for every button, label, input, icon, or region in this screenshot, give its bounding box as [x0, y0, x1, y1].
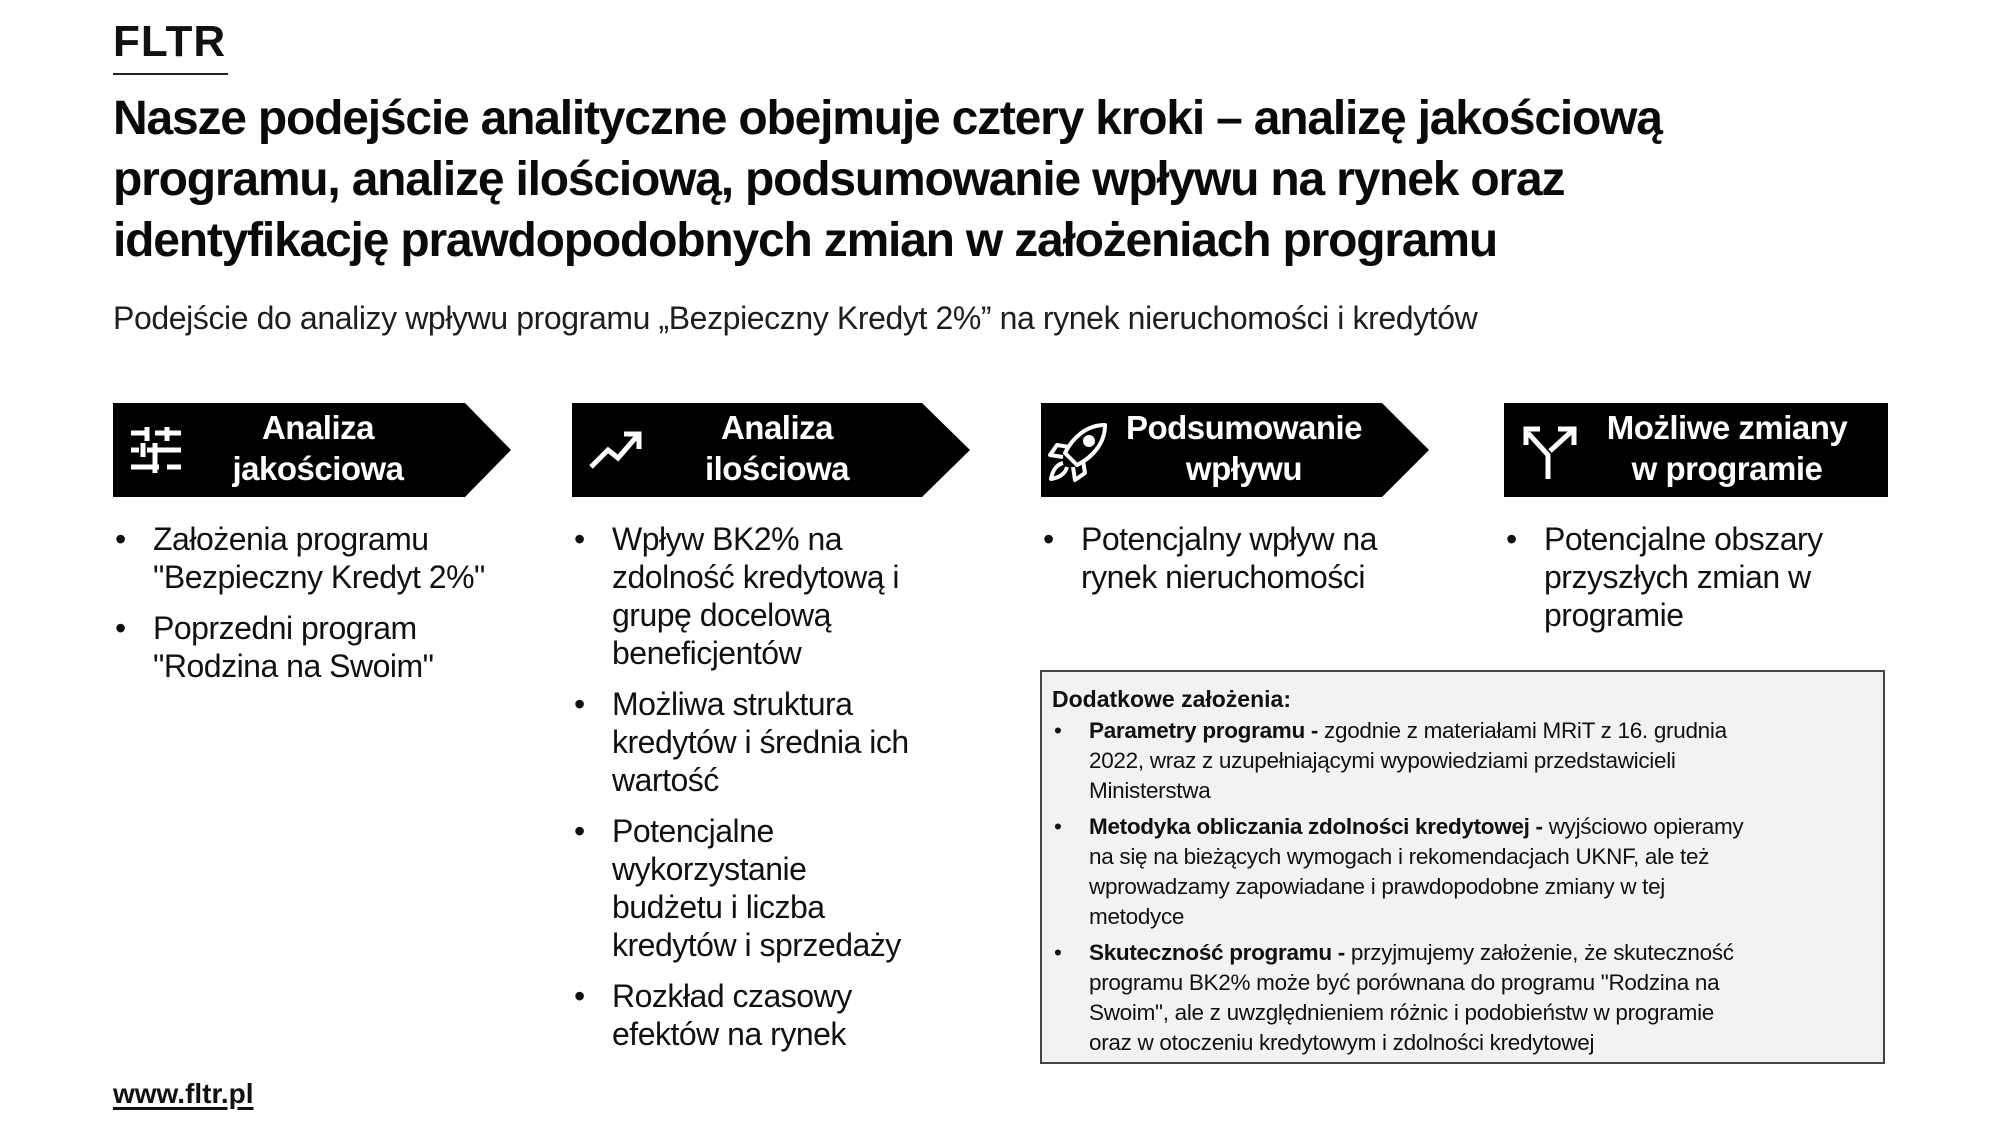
list-item-line: metodyce — [1089, 904, 1185, 929]
list-item-line: "Rodzina na Swoim" — [153, 648, 434, 684]
list-item — [572, 977, 909, 1053]
list-item — [1504, 520, 1823, 634]
split-arrows-icon — [1522, 421, 1578, 481]
list-item-line: • Poprzedni program — [153, 610, 417, 646]
list-item-line: • Potencjalny wpływ na — [1081, 521, 1377, 557]
item-heading: Metodyka obliczania zdolności kredytowej - — [1089, 814, 1543, 839]
trending-up-icon — [588, 425, 642, 475]
list-item-line: beneficjentów — [612, 635, 802, 671]
item-text: przyjmujemy założenie, że skuteczność — [1344, 940, 1734, 965]
list-item-line: wykorzystanie — [612, 851, 807, 887]
step-4-bullets — [1504, 520, 1823, 647]
logo: FLTR — [113, 17, 227, 66]
step-label-line: wpływu — [1185, 450, 1303, 487]
title-line: Nasze podejście analityczne obejmuje cztery kroki – analizę jakościową — [113, 92, 1662, 145]
list-item-line — [1089, 812, 1872, 842]
list-item — [1052, 938, 1872, 1058]
sliders-icon — [129, 425, 183, 475]
step-qualitative-analysis — [113, 403, 511, 497]
step-label-line: Analiza — [261, 409, 375, 446]
step-3-bullets — [1041, 520, 1377, 609]
list-item-line — [1089, 938, 1872, 968]
step-label-line: ilościowa — [704, 450, 850, 487]
list-item — [572, 812, 909, 964]
list-item-line: kredytów i średnia ich — [612, 724, 909, 760]
item-heading: Skuteczność programu - — [1089, 940, 1345, 965]
list-item-line: • Potencjalne obszary — [1544, 521, 1823, 557]
step-label — [1109, 407, 1379, 489]
list-item-line: na się na bieżących wymogach i rekomendacjach UKNF, ale też — [1089, 844, 1710, 869]
step-2-bullets — [572, 520, 909, 1066]
list-item — [572, 520, 909, 672]
list-item-line: • Możliwa struktura — [612, 686, 853, 722]
list-item-line: kredytów i sprzedaży — [612, 927, 901, 963]
step-quantitative-analysis — [572, 403, 970, 497]
page-title — [113, 88, 1913, 271]
item-text: zgodnie z materiałami MRiT z 16. grudnia — [1318, 718, 1727, 743]
logo-underline — [113, 73, 228, 75]
list-item-line: • Wpływ BK2% na — [612, 521, 843, 557]
step-label-line: w programie — [1631, 450, 1823, 487]
subtitle: Podejście do analizy wpływu programu „Bezpieczny Kredyt 2%” na rynek nieruchomości i kredytów — [113, 300, 1478, 336]
rocket-icon — [1047, 419, 1111, 483]
list-item-line: grupę docelową — [612, 597, 831, 633]
list-item — [1052, 716, 1872, 806]
list-item-line: zdolność kredytową i — [612, 559, 900, 595]
step-label-line: jakościowa — [232, 450, 404, 487]
list-item-line: 2022, wraz z uzupełniającymi wypowiedziami przedstawicieli — [1089, 748, 1676, 773]
title-line: programu, analizę ilościową, podsumowanie wpływu na rynek oraz — [113, 153, 1565, 206]
list-item-line: • Założenia programu — [153, 521, 429, 557]
list-item — [113, 609, 485, 685]
list-item-line: programie — [1544, 597, 1684, 633]
list-item-line: efektów na rynek — [612, 1016, 846, 1052]
list-item-line: Ministerstwa — [1089, 778, 1211, 803]
list-item-line: budżetu i liczba — [612, 889, 825, 925]
list-item-line: wprowadzamy zapowiadane i prawdopodobne zmiany w tej — [1089, 874, 1665, 899]
item-heading: Parametry programu - — [1089, 718, 1319, 743]
list-item-line — [1089, 716, 1872, 746]
list-item-line: "Bezpieczny Kredyt 2%" — [153, 559, 485, 595]
list-item-line: programu BK2% może być porównana do programu "Rodzina na — [1089, 970, 1720, 995]
step-1-bullets — [113, 520, 485, 698]
list-item — [113, 520, 485, 596]
step-label-line: Analiza — [720, 409, 834, 446]
step-label-line: Możliwe zmiany — [1606, 409, 1848, 446]
list-item — [1041, 520, 1377, 596]
step-impact-summary — [1041, 403, 1429, 497]
list-item-line: Swoim", ale z uwzględnieniem różnic i podobieństw w programie — [1089, 1000, 1714, 1025]
step-label — [1582, 407, 1872, 489]
list-item-line: rynek nieruchomości — [1081, 559, 1365, 595]
additional-assumptions-box — [1040, 670, 1885, 1064]
title-line: identyfikację prawdopodobnych zmian w założeniach programu — [113, 214, 1497, 267]
list-item-line: oraz w otoczeniu kredytowym i zdolności kredytowej — [1089, 1030, 1595, 1055]
list-item — [1052, 812, 1872, 932]
additional-assumptions-list — [1052, 716, 1872, 1064]
list-item — [572, 685, 909, 799]
list-item-line: wartość — [612, 762, 719, 798]
list-item-line: • Rozkład czasowy — [612, 978, 852, 1014]
list-item-line: • Potencjalne — [612, 813, 774, 849]
step-possible-changes — [1504, 403, 1888, 497]
step-label-line: Podsumowanie — [1125, 409, 1363, 446]
item-text: wyjściowo opieramy — [1542, 814, 1744, 839]
step-label — [183, 407, 453, 489]
additional-assumptions-title: Dodatkowe założenia: — [1052, 686, 1291, 712]
list-item-line: przyszłych zmian w — [1544, 559, 1811, 595]
website-link[interactable]: www.fltr.pl — [113, 1078, 254, 1109]
step-label — [642, 407, 912, 489]
